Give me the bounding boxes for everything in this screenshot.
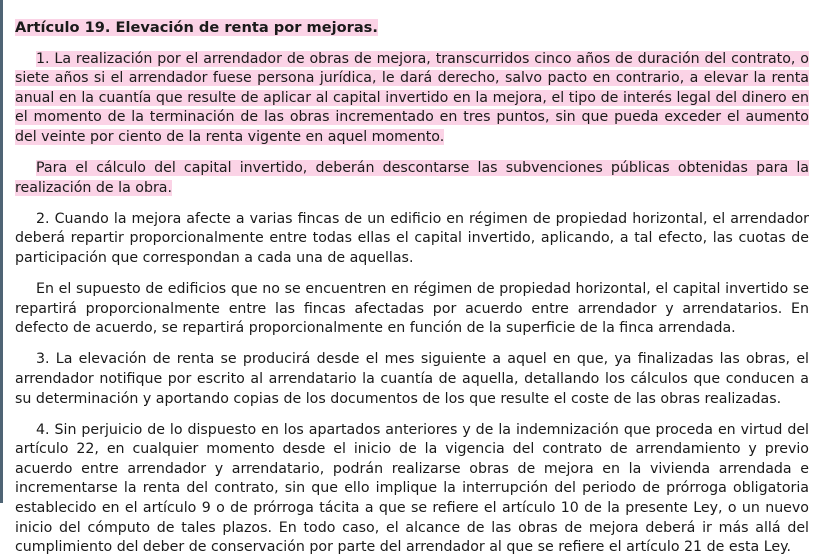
paragraph-1-subsidies-text: Para el cálculo del capital invertido, deberán descontarse las subvenciones públicas obtenidas para la realización de la obra.	[15, 160, 809, 196]
article-document	[15, 14, 809, 558]
paragraph-1	[15, 50, 809, 148]
paragraph-3: 3. La elevación de renta se producirá desde el mes siguiente a aquel en que, ya finalizadas las obras, el arrendador notifique por escrito al arrendatario la cuantía de aquella, detallando los cálculos que conducen a su determinación y aportando copias de los documentos de los que resulte el coste de las obras realizadas.	[15, 351, 809, 407]
article-title	[15, 18, 809, 38]
article-title-text: Artículo 19. Elevación de renta por mejoras.	[15, 19, 378, 36]
paragraph-2-non-horizontal: En el supuesto de edificios que no se encuentren en régimen de propiedad horizontal, el capital invertido se repartirá proporcionalmente entre las fincas afectadas por acuerdo entre arrendador y arrendatarios. En defecto de acuerdo, se repartirá proporcionalmente en función de la superficie de la finca arrendada.	[15, 281, 809, 337]
paragraph-1-text: 1. La realización por el arrendador de obras de mejora, transcurridos cinco años de duración del contrato, o siete años si el arrendador fuese persona jurídica, le dará derecho, salvo pacto en contrario, a elevar la renta anual en la cuantía que resulte de aplicar al capital invertido en la mejora, el tipo de interés legal del dinero en el momento de la terminación de las obras incrementado en tres puntos, sin que pueda exceder el aumento del veinte por ciento de la renta vigente en aquel momento.	[15, 50, 809, 145]
paragraph-1-subsidies	[15, 159, 809, 198]
paragraph-2: 2. Cuando la mejora afecte a varias fincas de un edificio en régimen de propiedad horizontal, el arrendador deberá repartir proporcionalmente entre todas ellas el capital invertido, aplicando, a tal efecto, las cuotas de participación que correspondan a cada una de aquellas.	[15, 210, 809, 266]
page-left-border	[0, 0, 3, 503]
paragraph-4: 4. Sin perjuicio de lo dispuesto en los apartados anteriores y de la indemnización que proceda en virtud del artículo 22, en cualquier momento desde el inicio de la vigencia del contrato de arrendamiento y previo acuerdo entre arrendador y arrendatario, podrán realizarse obras de mejora en la vivienda arrendada e incrementarse la renta del contrato, sin que ello implique la interrupción del periodo de prórroga obligatoria establecido en el artículo 9 o de prórroga tácita a que se refiere el artículo 10 de la presente Ley, o un nuevo inicio del cómputo de tales plazos. En todo caso, el alcance de las obras de mejora deberá ir más allá del cumplimiento del deber de conservación por parte del arrendador al que se refiere el artículo 21 de esta Ley.	[15, 421, 809, 556]
